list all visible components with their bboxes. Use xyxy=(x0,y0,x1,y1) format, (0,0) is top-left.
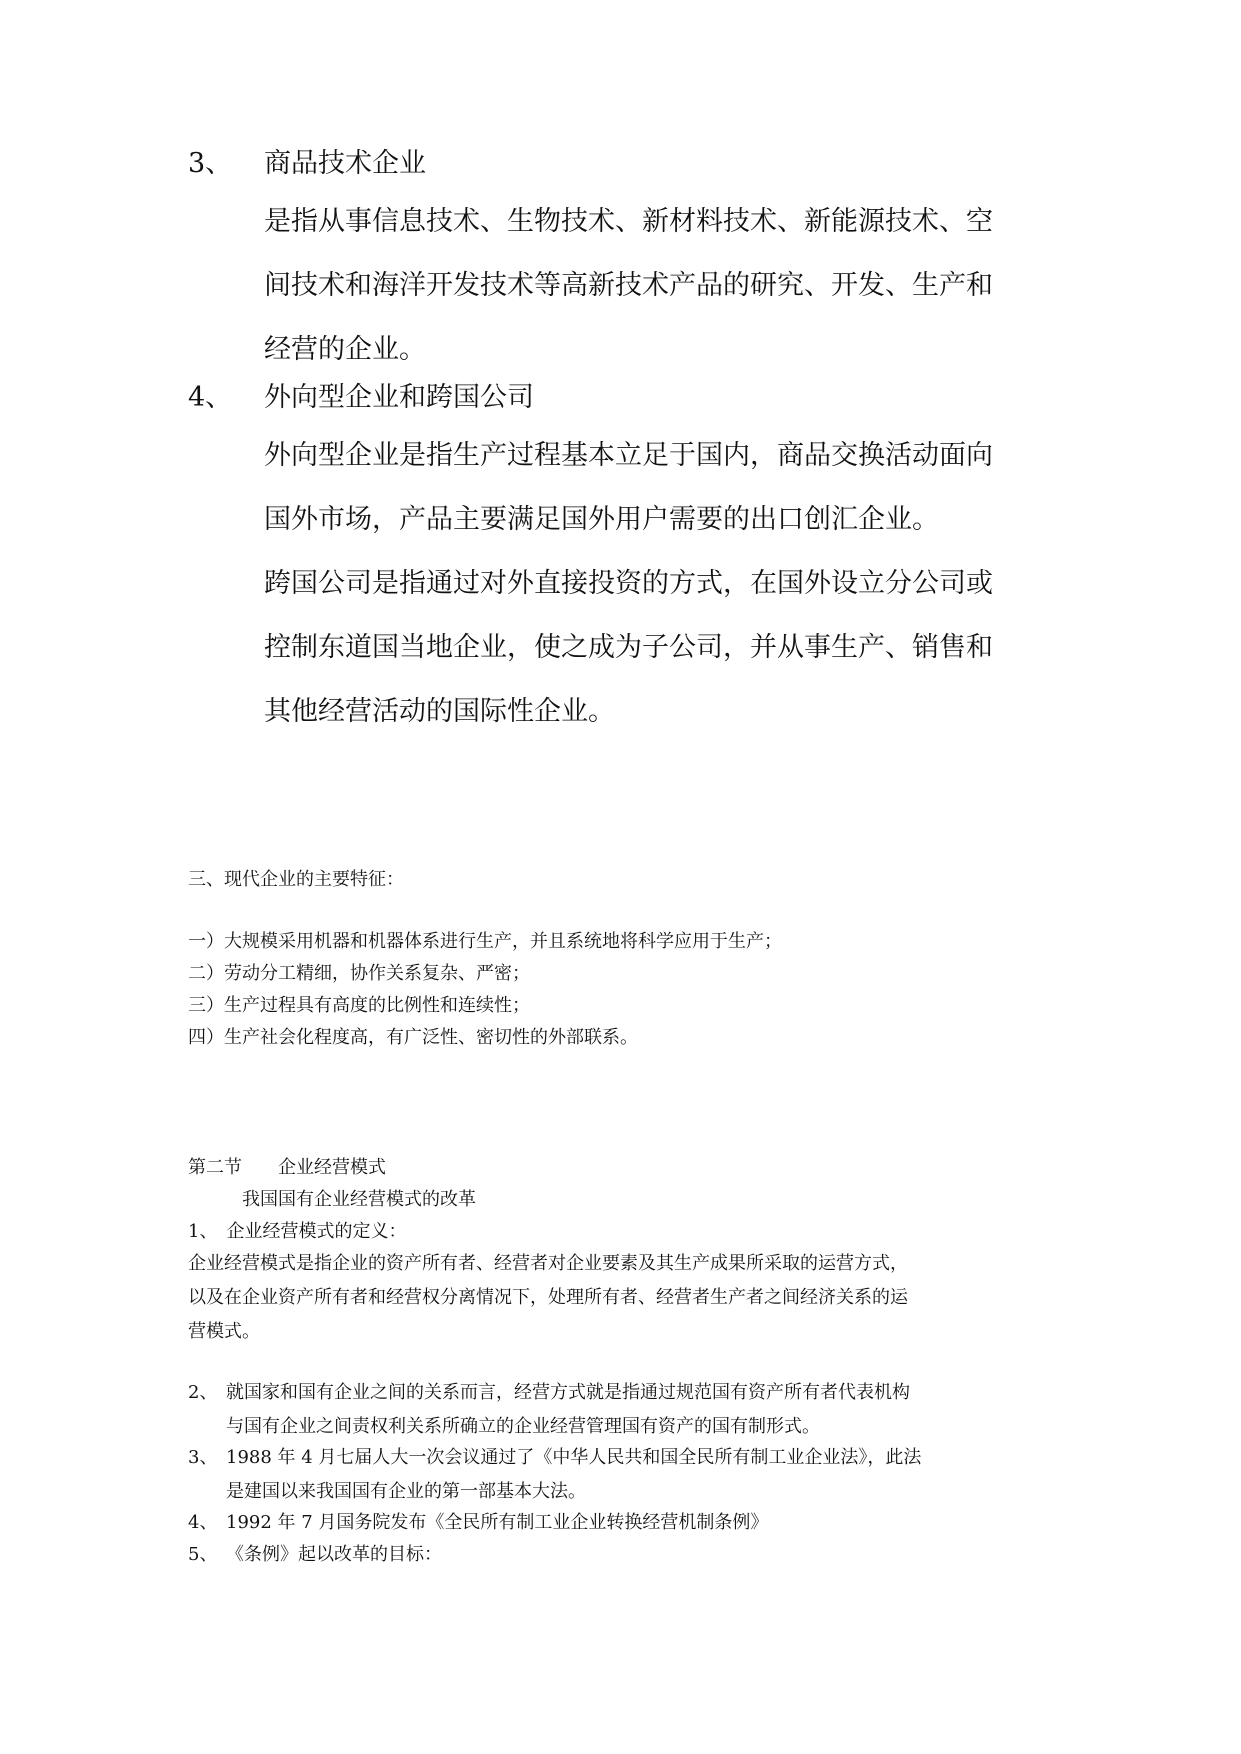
definition-item xyxy=(188,1219,406,1245)
item-1-text: 企业经营模式的定义： xyxy=(226,1221,407,1242)
item-text: 就国家和国有企业之间的关系而言，经营方式就是指通过规范国有资产所有者代表机构 xyxy=(226,1382,910,1403)
text-line: 外向型企业是指生产过程基本立足于国内，商品交换活动面向 xyxy=(264,440,993,471)
text-line: 以及在企业资产所有者和经营权分离情况下，处理所有者、经营者生产者之间经济关系的运 xyxy=(188,1287,908,1308)
item-3-number: 3、 xyxy=(188,148,233,179)
item-4-number: 4、 xyxy=(188,382,233,413)
definition-text xyxy=(188,1251,1058,1353)
feature-item-3: 三）生产过程具有高度的比例性和连续性； xyxy=(188,995,530,1016)
item-4-title: 外向型企业和跨国公司 xyxy=(264,382,534,413)
section-2-item-5 xyxy=(188,1542,1068,1576)
item-4-paragraph-2 xyxy=(264,566,1064,758)
text-line: 间技术和海洋开发技术等高新技术产品的研究、开发、生产和 xyxy=(264,270,993,301)
section-2-item-2 xyxy=(188,1380,1068,1448)
features-heading: 三、现代企业的主要特征： xyxy=(188,869,404,890)
item-3-description xyxy=(264,204,1064,396)
text-line: 跨国公司是指通过对外直接投资的方式，在国外设立分公司或 xyxy=(264,568,993,599)
section-2-item-3 xyxy=(188,1445,1068,1513)
item-1-number: 1、 xyxy=(188,1221,218,1242)
text-line: 营模式。 xyxy=(188,1321,260,1342)
text-line: 其他经营活动的国际性企业。 xyxy=(264,696,615,727)
item-text-continued: 与国有企业之间责权利关系所确立的企业经营管理国有资产的国有制形式。 xyxy=(226,1416,820,1437)
feature-item-1: 一）大规模采用机器和机器体系进行生产，并且系统地将科学应用于生产； xyxy=(188,931,782,952)
item-number: 3、 xyxy=(188,1447,218,1468)
item-number: 2、 xyxy=(188,1382,218,1403)
item-4-paragraph-1 xyxy=(264,438,1064,566)
feature-item-4: 四）生产社会化程度高，有广泛性、密切性的外部联系。 xyxy=(188,1027,638,1048)
text-line: 控制东道国当地企业，使之成为子公司，并从事生产、销售和 xyxy=(264,632,993,663)
item-text: 《条例》起以改革的目标： xyxy=(226,1544,442,1565)
item-3-title: 商品技术企业 xyxy=(264,148,426,179)
item-text: 1992 年 7 月国务院发布《全民所有制工业企业转换经营机制条例》 xyxy=(226,1512,769,1533)
section-2-heading xyxy=(188,1155,386,1181)
section-2-title: 企业经营模式 xyxy=(278,1157,386,1178)
section-2-item-4 xyxy=(188,1510,1068,1544)
section-2-label: 第二节 xyxy=(188,1157,242,1178)
feature-item-2: 二）劳动分工精细，协作关系复杂、严密； xyxy=(188,963,530,984)
item-text-continued: 是建国以来我国国有企业的第一部基本大法。 xyxy=(226,1481,586,1502)
text-line: 经营的企业。 xyxy=(264,334,426,365)
section-2-subtitle: 我国国有企业经营模式的改革 xyxy=(242,1189,476,1210)
item-number: 4、 xyxy=(188,1512,218,1533)
item-number: 5、 xyxy=(188,1544,218,1565)
text-line: 是指从事信息技术、生物技术、新材料技术、新能源技术、空 xyxy=(264,206,993,237)
text-line: 企业经营模式是指企业的资产所有者、经营者对企业要素及其生产成果所采取的运营方式， xyxy=(188,1253,908,1274)
item-text: 1988 年 4 月七届人大一次会议通过了《中华人民共和国全民所有制工业企业法》，此法 xyxy=(226,1447,922,1468)
text-line: 国外市场，产品主要满足国外用户需要的出口创汇企业。 xyxy=(264,504,939,535)
